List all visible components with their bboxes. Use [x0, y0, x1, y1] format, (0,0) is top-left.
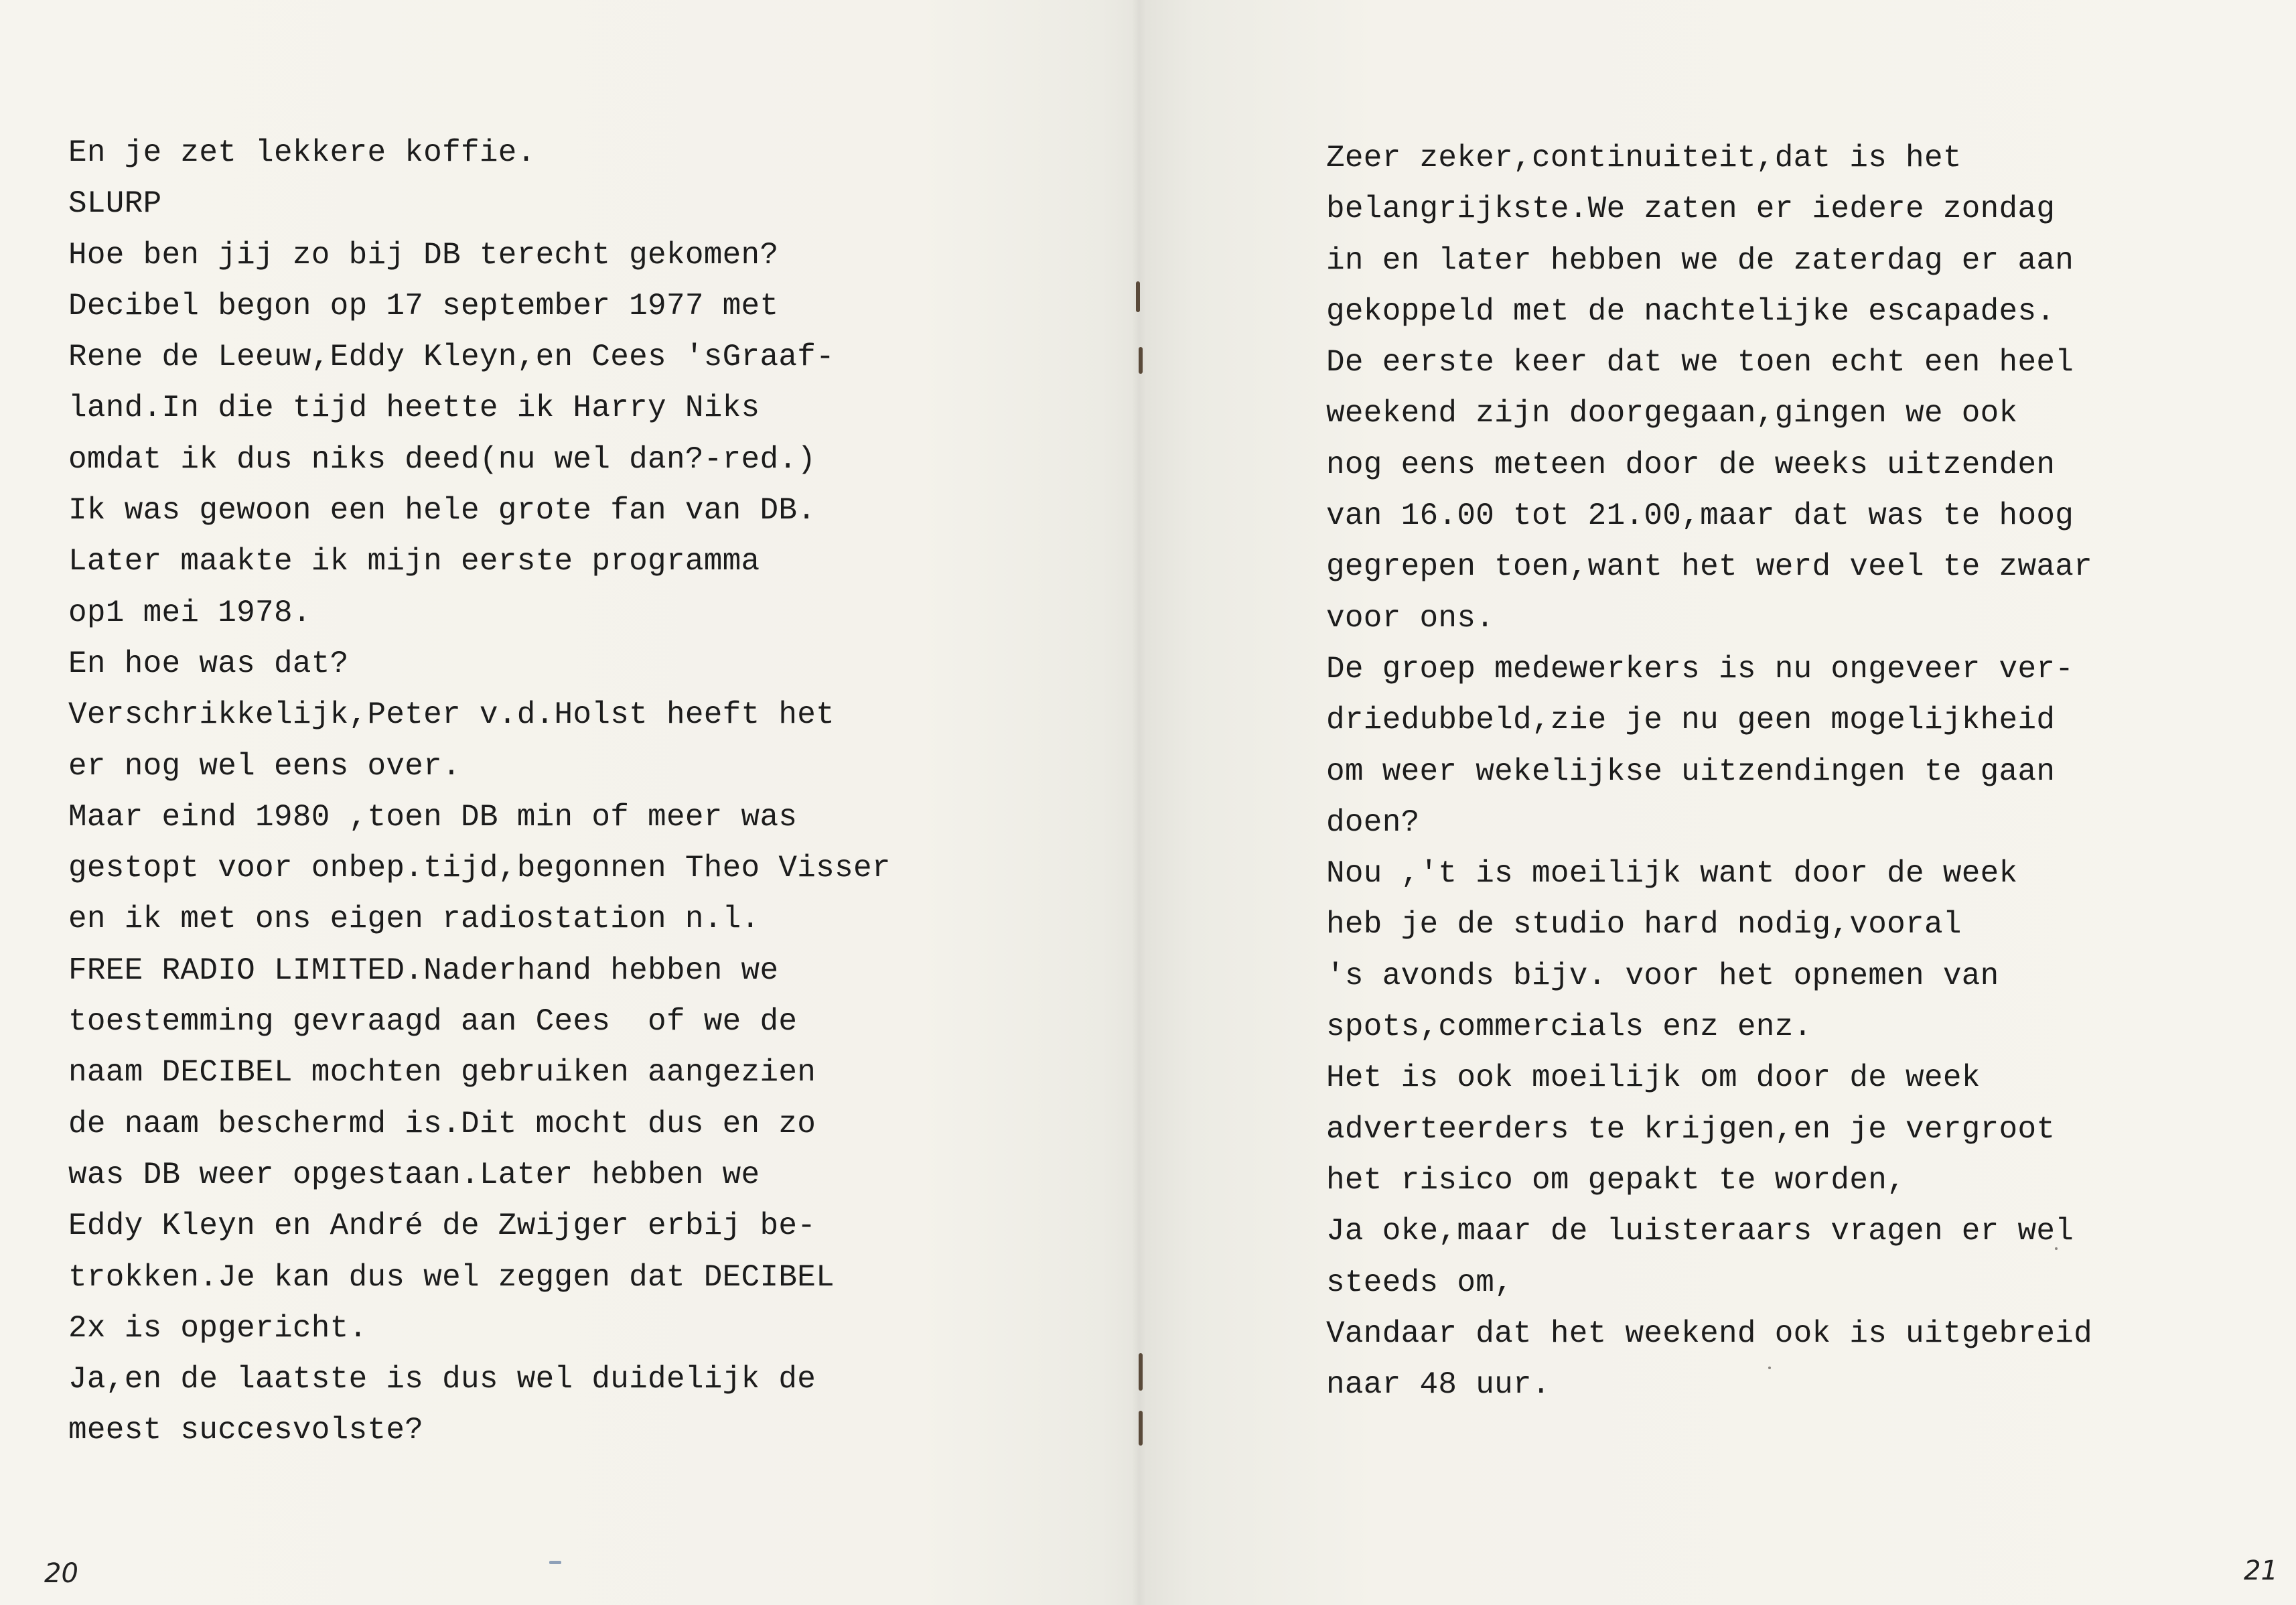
text-line: weekend zijn doorgegaan,gingen we ook [1326, 396, 2018, 431]
paper-speck [549, 1561, 561, 1564]
text-line: van 16.00 tot 21.00,maar dat was te hoog [1326, 498, 2074, 534]
text-line: Zeer zeker,continuiteit,dat is het [1326, 141, 1962, 176]
text-line: De groep medewerkers is nu ongeveer ver- [1326, 651, 2074, 687]
text-line: omdat ik dus niks deed(nu wel dan?-red.) [68, 441, 816, 477]
text-line: Nou ,'t is moeilijk want door de week [1326, 856, 2018, 892]
text-line: En hoe was dat? [68, 646, 349, 681]
text-line: 2x is opgericht. [68, 1310, 368, 1346]
text-line: Ja oke,maar de luisteraars vragen er wel [1326, 1214, 2074, 1249]
text-line: Maar eind 1980 ,toen DB min of meer was [68, 799, 798, 835]
text-line: Vandaar dat het weekend ook is uitgebreid [1326, 1316, 2093, 1351]
text-line: belangrijkste.We zaten er iedere zondag [1326, 192, 2056, 227]
left-page-text [68, 127, 1086, 1456]
stitch-mark [1139, 1411, 1143, 1446]
text-line: steeds om, [1326, 1265, 1514, 1300]
text-line: trokken.Je kan dus wel zeggen dat DECIBEL [68, 1259, 835, 1295]
text-line: spots,commercials enz enz. [1326, 1009, 1812, 1045]
text-line: FREE RADIO LIMITED.Naderhand hebben we [68, 953, 779, 988]
page-number-right: 21 [2244, 1555, 2278, 1586]
stitch-mark [1139, 347, 1143, 374]
text-line: adverteerders te krijgen,en je vergroot [1326, 1111, 2056, 1147]
page-number-left: 20 [44, 1558, 78, 1589]
text-line: Ja,en de laatste is dus wel duidelijk de [68, 1362, 816, 1397]
text-line: naam DECIBEL mochten gebruiken aangezien [68, 1055, 816, 1091]
text-line: nog eens meteen door de weeks uitzenden [1326, 447, 2056, 482]
text-line: Verschrikkelijk,Peter v.d.Holst heeft het [68, 697, 835, 733]
text-line: Decibel begon op 17 september 1977 met [68, 288, 779, 324]
text-line: er nog wel eens over. [68, 748, 461, 784]
text-line: En je zet lekkere koffie. [68, 135, 536, 170]
text-line: toestemming gevraagd aan Cees of we de [68, 1004, 798, 1040]
text-line: de naam beschermd is.Dit mocht dus en zo [68, 1106, 816, 1141]
text-line: om weer wekelijkse uitzendingen te gaan [1326, 754, 2056, 789]
text-line: voor ons. [1326, 600, 1495, 636]
text-line: het risico om gepakt te worden, [1326, 1162, 1906, 1198]
text-line: heb je de studio hard nodig,vooral [1326, 907, 1962, 943]
text-line: op1 mei 1978. [68, 595, 311, 630]
text-line: 's avonds bijv. voor het opnemen van [1326, 958, 1999, 993]
stitch-mark [1136, 281, 1140, 312]
text-line: gegrepen toen,want het werd veel te zwaar [1326, 549, 2093, 585]
text-line: De eerste keer dat we toen echt een heel [1326, 345, 2074, 380]
text-line: land.In die tijd heette ik Harry Niks [68, 391, 760, 426]
text-line: doen? [1326, 805, 1420, 840]
text-line: Eddy Kleyn en André de Zwijger erbij be- [68, 1208, 816, 1244]
stitch-mark [1139, 1353, 1143, 1391]
text-line: was DB weer opgestaan.Later hebben we [68, 1157, 760, 1192]
right-page-text [1326, 133, 2250, 1410]
text-line: en ik met ons eigen radiostation n.l. [68, 902, 760, 937]
text-line: in en later hebben we de zaterdag er aan [1326, 242, 2074, 278]
text-line: meest succesvolste? [68, 1413, 424, 1448]
text-line: Rene de Leeuw,Eddy Kleyn,en Cees 'sGraaf- [68, 340, 835, 375]
text-line: gekoppeld met de nachtelijke escapades. [1326, 293, 2056, 329]
text-line: SLURP [68, 186, 162, 222]
text-line: driedubbeld,zie je nu geen mogelijkheid [1326, 703, 2056, 738]
text-line: Het is ook moeilijk om door de week [1326, 1060, 1981, 1096]
text-line: Hoe ben jij zo bij DB terecht gekomen? [68, 237, 779, 273]
text-line: gestopt voor onbep.tijd,begonnen Theo Visser [68, 851, 891, 886]
text-line: naar 48 uur. [1326, 1367, 1551, 1403]
text-line: Ik was gewoon een hele grote fan van DB. [68, 493, 816, 529]
text-line: Later maakte ik mijn eerste programma [68, 544, 760, 579]
